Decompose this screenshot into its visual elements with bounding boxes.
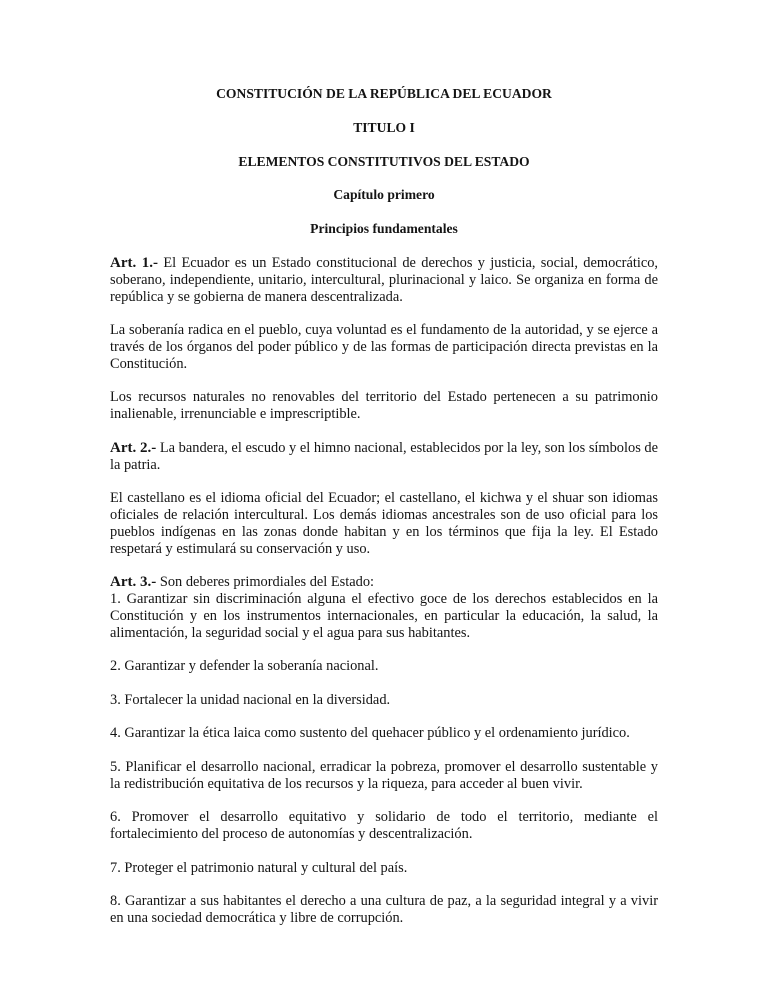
art1-paragraph <box>110 255 658 305</box>
art1-text: El Ecuador es un Estado constitucional de derechos y justicia, social, democrático, soberano, independiente, unitario, intercultural, plurinacional y laico. Se organiza en forma de república y se gobierna de manera descentralizada. <box>110 254 659 305</box>
art1-paragraph-2: La soberanía radica en el pueblo, cuya voluntad es el fundamento de la autoridad, y se ejerce a través de los órganos del poder público y de las formas de participación directa previstas en la Constitución. <box>110 322 658 372</box>
art3-item: 1. Garantizar sin discriminación alguna el efectivo goce de los derechos establecidos en la Constitución y en los instrumentos internacionales, en particular la educación, la salud, la alimentación, la seguridad social y el agua para sus habitantes. <box>110 590 658 641</box>
art3-item: 5. Planificar el desarrollo nacional, erradicar la pobreza, promover el desarrollo sustentable y la redistribución equitativa de los recursos y la riqueza, para acceder al buen vivir. <box>110 758 658 792</box>
titulo-heading: TITULO I <box>353 119 415 135</box>
art2-paragraph-2: El castellano es el idioma oficial del Ecuador; el castellano, el kichwa y el shuar son idiomas oficiales de relación intercultural. Los demás idiomas ancestrales son de uso oficial para los pueblos indígenas en las zonas donde habitan y en los términos que fija la ley. El Estado respetará y estimulará su conservación y uso. <box>110 490 658 557</box>
art2-text: La bandera, el escudo y el himno nacional, establecidos por la ley, son los símbolos de la patria. <box>110 439 658 473</box>
art1-paragraph-3: Los recursos naturales no renovables del territorio del Estado pertenecen a su patrimonio inalienable, irrenunciable e imprescriptible. <box>110 389 658 423</box>
document-page <box>110 86 658 944</box>
art3-item: 7. Proteger el patrimonio natural y cultural del país. <box>110 859 408 876</box>
art2-label: Art. 2.- <box>110 439 157 456</box>
art3-item: 6. Promover el desarrollo equitativo y solidario de todo el territorio, mediante el fortalecimiento del proceso de autonomías y descentralización. <box>110 809 658 843</box>
titulo-name-heading: ELEMENTOS CONSTITUTIVOS DEL ESTADO <box>238 153 530 169</box>
art3-item: 8. Garantizar a sus habitantes el derecho a una cultura de paz, a la seguridad integral y a vivir en una sociedad democrática y libre de corrupción. <box>110 893 658 927</box>
art2-paragraph <box>110 440 658 474</box>
art3-item: 2. Garantizar y defender la soberanía nacional. <box>110 658 379 675</box>
art3-intro <box>110 574 658 591</box>
capitulo-name-heading: Principios fundamentales <box>310 221 458 237</box>
document-title: CONSTITUCIÓN DE LA REPÚBLICA DEL ECUADOR <box>216 86 552 101</box>
art3-intro-text: Son deberes primordiales del Estado: <box>156 574 375 591</box>
capitulo-heading: Capítulo primero <box>333 187 435 203</box>
art1-label: Art. 1.- <box>110 254 158 271</box>
art3-label: Art. 3.- <box>110 574 157 591</box>
art3-item: 4. Garantizar la ética laica como sustento del quehacer público y el ordenamiento jurídico. <box>110 725 630 742</box>
art3-item: 3. Fortalecer la unidad nacional en la diversidad. <box>110 691 391 708</box>
